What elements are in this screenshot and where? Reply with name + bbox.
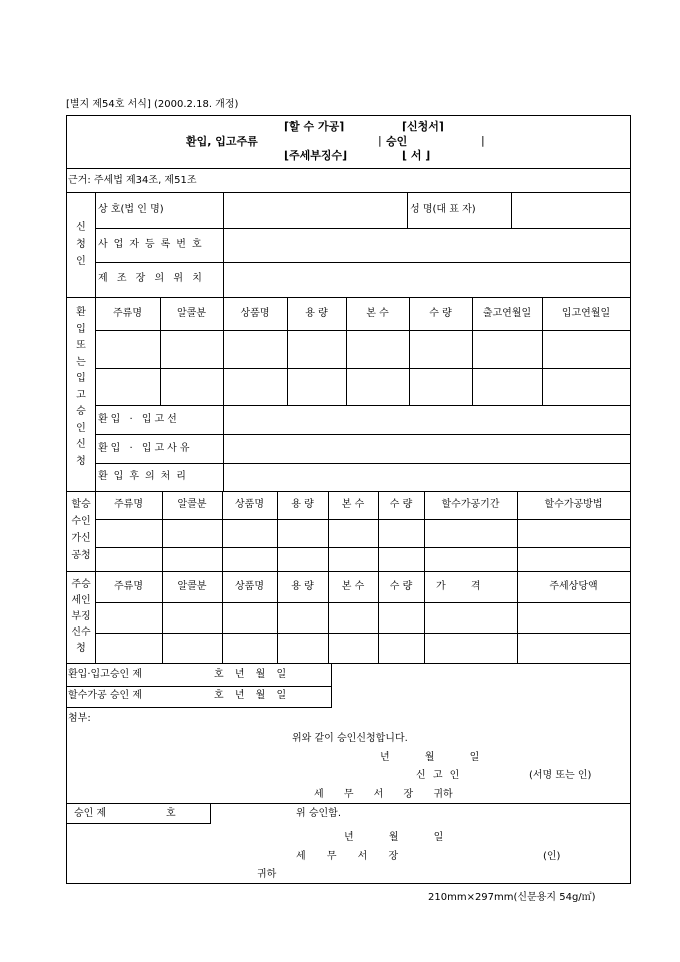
tax-col-price: 가 격 <box>436 581 481 592</box>
title-option-processing: ⌈할 수 가공⌉ <box>284 120 345 133</box>
approval-ho: 호 <box>166 808 176 819</box>
col-quantity: 수 량 <box>429 308 452 319</box>
registration-number-label: 사업자등록번호 <box>98 239 208 250</box>
outer-bottom-border <box>66 883 631 884</box>
legal-basis: 근거: 주세법 제34조, 제51조 <box>68 175 197 186</box>
proc-col-period: 할수가공기간 <box>441 499 500 510</box>
tax-col-bottles: 본 수 <box>341 581 365 592</box>
applicant-section-label: 신청인 <box>76 222 86 267</box>
col-alcohol: 알콜분 <box>177 308 206 319</box>
attachment-label: 첨부: <box>68 713 91 724</box>
proc-col-quantity: 수 량 <box>389 499 413 510</box>
title-doc-report: ⌊ 서 ⌋ <box>402 149 431 162</box>
bracket-left: | <box>378 134 382 147</box>
processing-section-label: 할승수인가신공청 <box>71 499 91 561</box>
col-product-name: 상품명 <box>240 308 270 319</box>
tax-col-alcohol: 알콜분 <box>177 581 207 592</box>
col-receipt-date: 입고연월일 <box>561 308 611 319</box>
processing-approval-date: 호 년 월 일 <box>214 690 287 701</box>
return-section-label: 환입또는입고승인신청 <box>76 307 86 467</box>
proc-col-bottles: 본 수 <box>341 499 365 510</box>
form-title: 환입, 입고주류 <box>186 135 258 148</box>
bracket-right: | <box>481 134 485 147</box>
tax-col-liquor-name: 주류명 <box>114 581 143 592</box>
proc-col-alcohol: 알콜분 <box>177 499 207 510</box>
declaration-date: 년 월 일 <box>380 752 480 763</box>
processing-approval-label: 할수가공 승인 제 <box>68 690 142 701</box>
col-liquor-name: 주류명 <box>113 308 142 319</box>
col-ship-date: 출고연월일 <box>482 308 532 319</box>
outer-top-border <box>66 115 631 116</box>
addressee-to: 귀하 <box>257 869 277 880</box>
signature-placeholder: (서명 또는 인) <box>529 770 592 781</box>
tax-col-capacity: 용 량 <box>291 581 314 592</box>
return-approval-label: 환입·입고승인 제 <box>68 669 142 680</box>
tax-section-label: 주승세인부징신수청 <box>71 579 91 654</box>
col-bottles: 본 수 <box>366 308 389 319</box>
title-option-tax: ⌊주세부징수⌋ <box>284 149 348 162</box>
business-name-label: 상 호(법 인 명) <box>98 204 164 215</box>
return-reason-label: 환입 · 입고사유 <box>98 443 193 454</box>
representative-label: 성 명(대 표 자) <box>410 204 476 215</box>
proc-col-method: 할수가공방법 <box>544 499 603 510</box>
approval-date: 년 월 일 <box>344 832 444 843</box>
title-approval: 승인 <box>386 135 408 148</box>
outer-right-border <box>630 115 631 883</box>
paper-spec: 210mm×297mm(신문용지 54g/㎡) <box>428 892 596 903</box>
approval-number-label: 승인 제 <box>74 808 107 819</box>
proc-col-liquor-name: 주류명 <box>114 499 143 510</box>
proc-col-capacity: 용 량 <box>291 499 314 510</box>
tax-col-product: 상품명 <box>235 581 264 592</box>
factory-location-label: 제 조 장 의 위 치 <box>98 273 205 284</box>
col-capacity: 용 량 <box>305 308 328 319</box>
tax-office-head: 세 무 서 장 <box>296 851 403 862</box>
tax-col-tax-amount: 주세상당액 <box>549 581 598 592</box>
proc-col-product: 상품명 <box>235 499 264 510</box>
title-doc-application: ⌈신청서⌉ <box>402 120 444 133</box>
return-approval-date: 호 년 월 일 <box>214 669 287 680</box>
declarant-label: 신 고 인 <box>416 770 462 781</box>
declaration-addressee: 세 무 서 장 귀하 <box>314 789 453 800</box>
declaration-statement: 위와 같이 승인신청합니다. <box>292 733 408 744</box>
seal-placeholder: (인) <box>543 851 561 862</box>
approved-statement: 위 승인함. <box>296 808 341 819</box>
return-source-label: 환입 · 입고선 <box>98 414 180 425</box>
form-number: [별지 제54호 서식] (2000.2.18. 개정) <box>66 99 239 110</box>
disposal-label: 환입후의처리 <box>98 471 192 482</box>
tax-col-quantity: 수 량 <box>389 581 413 592</box>
